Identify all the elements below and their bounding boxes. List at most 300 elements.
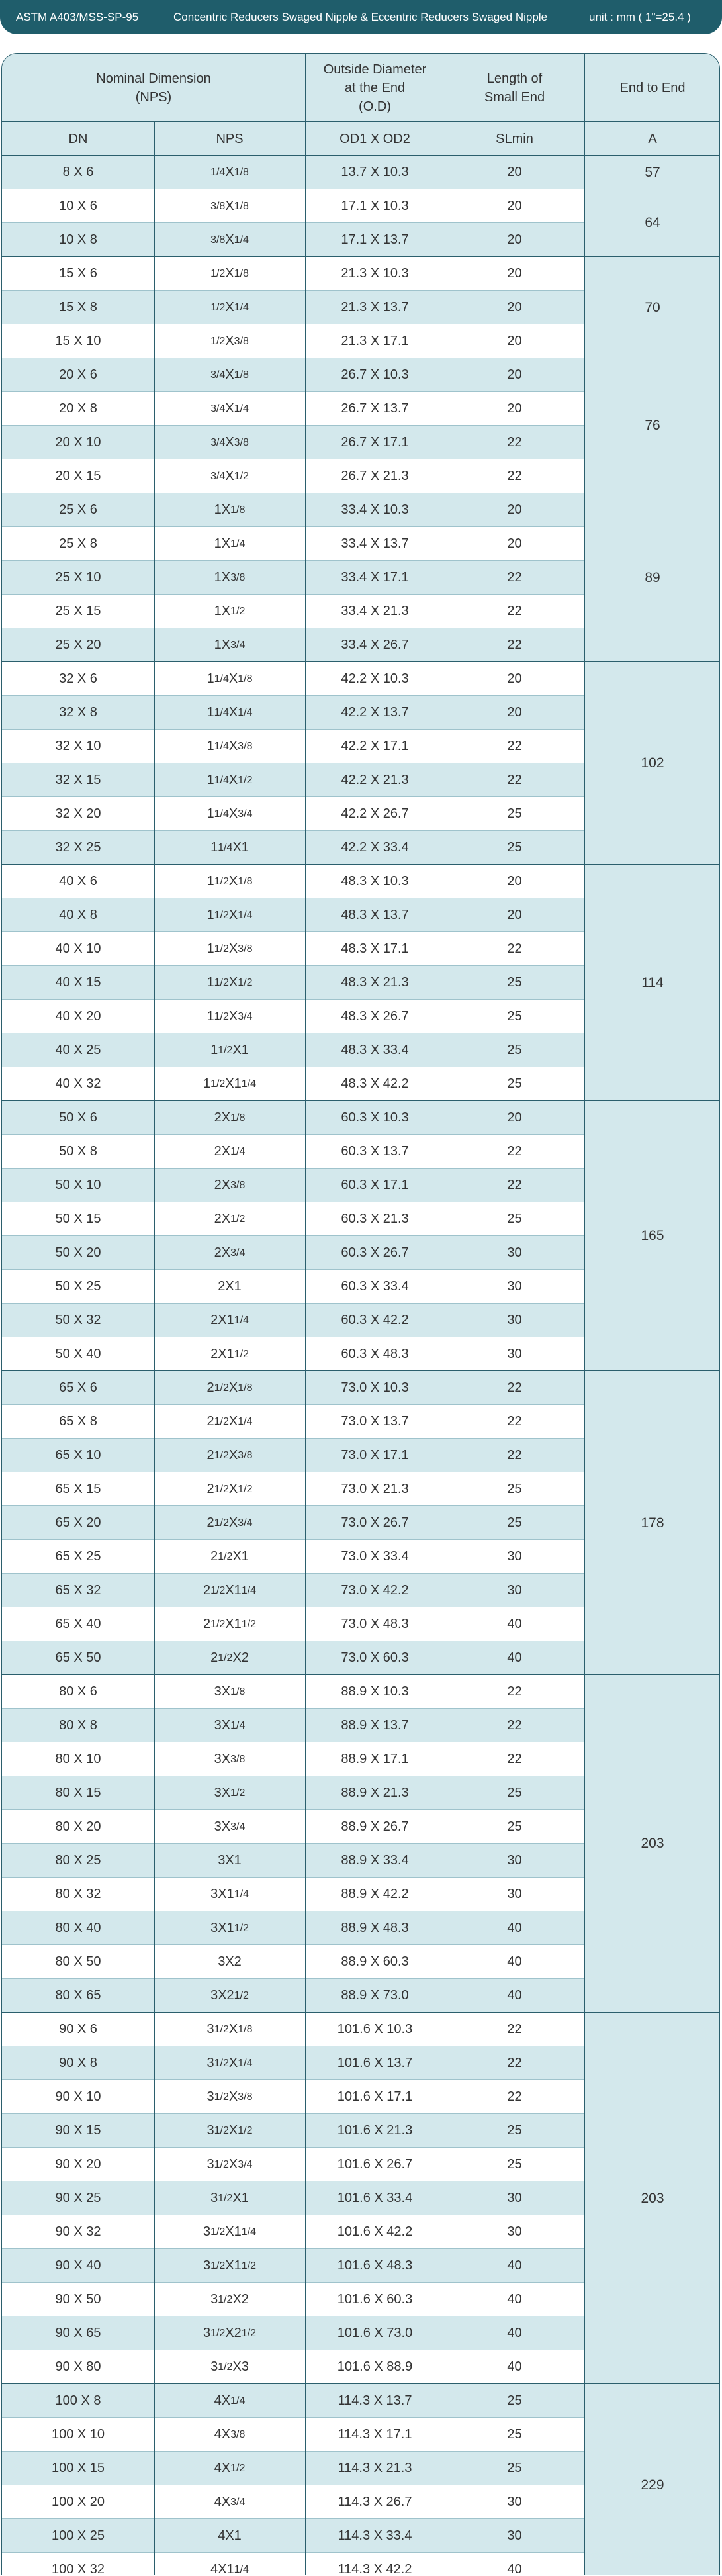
dn-cell: 20 X 8 (59, 401, 97, 416)
nps-cell: 3 1/2 X 1/2 (206, 2123, 253, 2138)
dn-cell: 90 X 6 (59, 2022, 97, 2036)
slmin-cell: 22 (507, 2022, 522, 2036)
slmin-cell: 30 (507, 2191, 522, 2205)
slmin-cell: 25 (507, 2427, 522, 2442)
nps-cell: 4 X 3/4 (214, 2495, 246, 2509)
nps-cell: 2 X 1 1/2 (210, 1347, 249, 1361)
slmin-cell: 20 (507, 367, 522, 382)
slmin-cell: 30 (507, 1853, 522, 1868)
dn-cell: 25 X 8 (59, 536, 97, 551)
dn-cell: 100 X 8 (55, 2393, 101, 2408)
dn-cell: 50 X 10 (55, 1178, 101, 1192)
nps-cell: 3/4 X 1/8 (210, 367, 249, 382)
dn-cell: 50 X 6 (59, 1110, 97, 1125)
od-cell: 88.9 X 48.3 (341, 1921, 409, 1935)
od-cell: 48.3 X 26.7 (341, 1009, 409, 1024)
nps-cell: 3 X 1/8 (214, 1684, 246, 1699)
column-divider (154, 156, 155, 2575)
dn-cell: 50 X 20 (55, 1245, 101, 1260)
slmin-cell: 22 (507, 1684, 522, 1699)
dn-cell: 20 X 15 (55, 469, 101, 483)
dn-cell: 32 X 10 (55, 739, 101, 753)
nps-cell: 3 1/2 X 1/4 (206, 2056, 253, 2070)
od-cell: 88.9 X 42.2 (341, 1887, 409, 1901)
od-cell: 48.3 X 33.4 (341, 1043, 409, 1057)
nps-cell: 2 1/2 X 1/4 (206, 1414, 253, 1429)
header-outside-diameter: Outside Diameter at the End (O.D) (323, 62, 427, 114)
nps-cell: 2 1/2 X 1 (210, 1549, 249, 1564)
slmin-cell: 20 (507, 705, 522, 720)
slmin-cell: 40 (507, 1650, 522, 1665)
dn-cell: 50 X 32 (55, 1313, 101, 1327)
od-cell: 33.4 X 10.3 (341, 502, 409, 517)
od-cell: 33.4 X 26.7 (341, 638, 409, 652)
dn-cell: 50 X 40 (55, 1347, 101, 1361)
standard-label: ASTM A403/MSS-SP-95 (16, 11, 139, 23)
dn-cell: 50 X 25 (55, 1279, 101, 1294)
od-cell: 101.6 X 60.3 (337, 2292, 413, 2307)
od-cell: 48.3 X 13.7 (341, 908, 409, 922)
slmin-cell: 25 (507, 1009, 522, 1024)
dn-cell: 90 X 25 (55, 2191, 101, 2205)
dn-cell: 80 X 50 (55, 1954, 101, 1969)
nps-cell: 1 1/4 X 3/4 (206, 806, 253, 821)
od-cell: 73.0 X 60.3 (341, 1650, 409, 1665)
nps-cell: 3 X 1/2 (214, 1786, 246, 1800)
dn-cell: 100 X 32 (51, 2562, 105, 2575)
nps-cell: 3 X 3/4 (214, 1819, 246, 1834)
end-to-end-cell: 178 (584, 1371, 720, 1675)
dn-cell: 40 X 6 (59, 874, 97, 888)
od-cell: 42.2 X 33.4 (341, 840, 409, 855)
od-cell: 101.6 X 13.7 (337, 2056, 413, 2070)
dn-cell: 40 X 8 (59, 908, 97, 922)
dn-cell: 65 X 6 (59, 1380, 97, 1395)
slmin-cell: 25 (507, 2157, 522, 2171)
od-cell: 73.0 X 21.3 (341, 1482, 409, 1496)
nps-cell: 2 1/2 X 1/2 (206, 1482, 253, 1496)
od-cell: 101.6 X 88.9 (337, 2360, 413, 2374)
od-cell: 60.3 X 26.7 (341, 1245, 409, 1260)
od-cell: 42.2 X 17.1 (341, 739, 409, 753)
slmin-cell: 22 (507, 941, 522, 956)
od-cell: 73.0 X 13.7 (341, 1414, 409, 1429)
nps-cell: 4 X 3/8 (214, 2427, 246, 2442)
nps-cell: 4 X 1 (218, 2528, 242, 2543)
od-cell: 48.3 X 42.2 (341, 1076, 409, 1091)
slmin-cell: 20 (507, 266, 522, 281)
slmin-cell: 25 (507, 806, 522, 821)
slmin-cell: 22 (507, 435, 522, 450)
od-cell: 101.6 X 21.3 (337, 2123, 413, 2138)
od-cell: 88.9 X 26.7 (341, 1819, 409, 1834)
end-to-end-cell: 89 (584, 493, 720, 662)
nps-cell: 3 X 3/8 (214, 1752, 246, 1766)
od-cell: 88.9 X 33.4 (341, 1853, 409, 1868)
od-cell: 114.3 X 33.4 (338, 2528, 412, 2543)
nps-cell: 1/2 X 1/4 (210, 300, 249, 314)
header-nominal-dimension: Nominal Dimension (NPS) (96, 71, 211, 105)
od-cell: 42.2 X 13.7 (341, 705, 409, 720)
od-cell: 42.2 X 21.3 (341, 773, 409, 787)
od-cell: 73.0 X 26.7 (341, 1515, 409, 1530)
nps-cell: 4 X 1/4 (214, 2393, 246, 2408)
dimension-table (1, 53, 720, 2575)
slmin-cell: 40 (507, 2562, 522, 2575)
dn-cell: 80 X 20 (55, 1819, 101, 1834)
end-to-end-cell: 203 (584, 1675, 720, 2013)
slmin-cell: 22 (507, 570, 522, 585)
slmin-cell: 22 (507, 1380, 522, 1395)
od-cell: 73.0 X 17.1 (341, 1448, 409, 1462)
nps-cell: 1 X 1/4 (214, 536, 246, 551)
slmin-cell: 20 (507, 165, 522, 179)
nps-cell: 2 1/2 X 3/4 (206, 1515, 253, 1530)
od-cell: 42.2 X 26.7 (341, 806, 409, 821)
dn-cell: 65 X 8 (59, 1414, 97, 1429)
slmin-cell: 25 (507, 1786, 522, 1800)
slmin-cell: 25 (507, 975, 522, 990)
od-cell: 33.4 X 17.1 (341, 570, 409, 585)
dn-cell: 20 X 6 (59, 367, 97, 382)
nps-cell: 1 X 3/8 (214, 570, 246, 585)
dn-cell: 65 X 10 (55, 1448, 101, 1462)
dn-cell: 100 X 20 (51, 2495, 105, 2509)
nps-cell: 2 1/2 X 1 1/4 (203, 1583, 257, 1598)
nps-cell: 1 X 1/2 (214, 604, 246, 618)
unit-label: unit : mm ( 1"=25.4 ) (589, 11, 691, 23)
nps-cell: 3/8 X 1/8 (210, 199, 249, 213)
dn-cell: 80 X 25 (55, 1853, 101, 1868)
od-cell: 26.7 X 17.1 (341, 435, 409, 450)
header-divider (2, 121, 720, 122)
dn-cell: 90 X 15 (55, 2123, 101, 2138)
header-vline (584, 54, 585, 156)
slmin-cell: 25 (507, 1076, 522, 1091)
dn-cell: 80 X 32 (55, 1887, 101, 1901)
dn-cell: 80 X 8 (59, 1718, 97, 1733)
od-cell: 88.9 X 17.1 (341, 1752, 409, 1766)
nps-cell: 1/2 X 3/8 (210, 334, 249, 348)
slmin-cell: 22 (507, 1178, 522, 1192)
nps-cell: 1/2 X 1/8 (210, 266, 249, 281)
dn-cell: 65 X 50 (55, 1650, 101, 1665)
dn-cell: 100 X 15 (51, 2461, 105, 2475)
nps-cell: 3/4 X 1/4 (210, 401, 249, 416)
dn-cell: 32 X 8 (59, 705, 97, 720)
end-to-end-cell: 229 (584, 2384, 720, 2575)
nps-cell: 4 X 1 1/4 (210, 2562, 249, 2575)
nps-cell: 1 1/4 X 3/8 (206, 739, 253, 753)
slmin-cell: 22 (507, 2089, 522, 2104)
nps-cell: 1 1/2 X 3/8 (206, 941, 253, 956)
od-cell: 101.6 X 10.3 (337, 2022, 413, 2036)
dn-cell: 10 X 6 (59, 199, 97, 213)
od-cell: 88.9 X 13.7 (341, 1718, 409, 1733)
dn-cell: 65 X 20 (55, 1515, 101, 1530)
dn-cell: 80 X 15 (55, 1786, 101, 1800)
dn-cell: 80 X 65 (55, 1988, 101, 2003)
nps-cell: 3 1/2 X 1 1/2 (203, 2258, 257, 2273)
nps-cell: 2 1/2 X 1 1/2 (203, 1617, 257, 1631)
dn-cell: 32 X 15 (55, 773, 101, 787)
slmin-cell: 25 (507, 1819, 522, 1834)
od-cell: 88.9 X 73.0 (341, 1988, 409, 2003)
slmin-cell: 22 (507, 469, 522, 483)
dn-cell: 90 X 32 (55, 2224, 101, 2239)
od-cell: 26.7 X 13.7 (341, 401, 409, 416)
nps-cell: 3 X 1/4 (214, 1718, 246, 1733)
nps-cell: 3 1/2 X 1/8 (206, 2022, 253, 2036)
nps-cell: 2 1/2 X 2 (210, 1650, 249, 1665)
dn-cell: 90 X 50 (55, 2292, 101, 2307)
od-cell: 88.9 X 21.3 (341, 1786, 409, 1800)
od-cell: 60.3 X 42.2 (341, 1313, 409, 1327)
dn-cell: 40 X 20 (55, 1009, 101, 1024)
nps-cell: 1/4 X 1/8 (210, 165, 249, 179)
nps-cell: 3/4 X 3/8 (210, 435, 249, 450)
slmin-cell: 22 (507, 1144, 522, 1159)
header-dn: DN (68, 131, 88, 146)
nps-cell: 1 X 3/4 (214, 638, 246, 652)
od-cell: 101.6 X 26.7 (337, 2157, 413, 2171)
od-cell: 48.3 X 21.3 (341, 975, 409, 990)
nps-cell: 1 1/2 X 3/4 (206, 1009, 253, 1024)
slmin-cell: 25 (507, 1515, 522, 1530)
slmin-cell: 20 (507, 1110, 522, 1125)
slmin-cell: 40 (507, 1617, 522, 1631)
dn-cell: 40 X 15 (55, 975, 101, 990)
dn-cell: 80 X 40 (55, 1921, 101, 1935)
header-nps: NPS (216, 131, 244, 146)
dn-cell: 20 X 10 (55, 435, 101, 450)
nps-cell: 3 X 1 1/4 (210, 1887, 249, 1901)
nps-cell: 2 1/2 X 3/8 (206, 1448, 253, 1462)
nps-cell: 3 1/2 X 3/4 (206, 2157, 253, 2171)
slmin-cell: 22 (507, 2056, 522, 2070)
nps-cell: 1 1/2 X 1/8 (206, 874, 253, 888)
end-to-end-cell: 57 (584, 156, 720, 189)
od-cell: 33.4 X 13.7 (341, 536, 409, 551)
slmin-cell: 40 (507, 1954, 522, 1969)
dn-cell: 65 X 40 (55, 1617, 101, 1631)
nps-cell: 2 X 1/4 (214, 1144, 246, 1159)
nps-cell: 3 1/2 X 1 (210, 2191, 249, 2205)
od-cell: 60.3 X 21.3 (341, 1212, 409, 1226)
dn-cell: 15 X 10 (55, 334, 101, 348)
slmin-cell: 25 (507, 1482, 522, 1496)
od-cell: 114.3 X 17.1 (338, 2427, 412, 2442)
slmin-cell: 25 (507, 2123, 522, 2138)
end-to-end-cell: 76 (584, 358, 720, 493)
nps-cell: 1 1/2 X 1/2 (206, 975, 253, 990)
od-cell: 48.3 X 10.3 (341, 874, 409, 888)
dn-cell: 25 X 6 (59, 502, 97, 517)
slmin-cell: 20 (507, 334, 522, 348)
od-cell: 114.3 X 13.7 (338, 2393, 412, 2408)
dn-cell: 65 X 32 (55, 1583, 101, 1598)
od-cell: 88.9 X 60.3 (341, 1954, 409, 1969)
dn-cell: 90 X 10 (55, 2089, 101, 2104)
slmin-cell: 25 (507, 840, 522, 855)
dn-cell: 40 X 32 (55, 1076, 101, 1091)
slmin-cell: 25 (507, 1043, 522, 1057)
nps-cell: 2 1/2 X 1/8 (206, 1380, 253, 1395)
nps-cell: 3/8 X 1/4 (210, 232, 249, 247)
od-cell: 60.3 X 17.1 (341, 1178, 409, 1192)
od-cell: 114.3 X 21.3 (338, 2461, 412, 2475)
nps-cell: 1 1/4 X 1/4 (206, 705, 253, 720)
slmin-cell: 40 (507, 2360, 522, 2374)
slmin-cell: 40 (507, 2326, 522, 2340)
header-vline (154, 122, 155, 156)
slmin-cell: 30 (507, 2495, 522, 2509)
od-cell: 60.3 X 33.4 (341, 1279, 409, 1294)
banner-title: Concentric Reducers Swaged Nipple & Eccentric Reducers Swaged Nipple (173, 11, 548, 23)
nps-cell: 3 1/2 X 3/8 (206, 2089, 253, 2104)
slmin-cell: 22 (507, 1718, 522, 1733)
slmin-cell: 40 (507, 2292, 522, 2307)
dn-cell: 90 X 8 (59, 2056, 97, 2070)
nps-cell: 3/4 X 1/2 (210, 469, 249, 483)
header-od1-od2: OD1 X OD2 (339, 131, 410, 146)
end-to-end-cell: 114 (584, 865, 720, 1101)
slmin-cell: 22 (507, 1752, 522, 1766)
nps-cell: 3 X 1 1/2 (210, 1921, 249, 1935)
slmin-cell: 20 (507, 300, 522, 314)
dn-cell: 65 X 25 (55, 1549, 101, 1564)
nps-cell: 3 1/2 X 2 (210, 2292, 249, 2307)
dn-cell: 15 X 6 (59, 266, 97, 281)
slmin-cell: 40 (507, 1921, 522, 1935)
nps-cell: 3 X 2 1/2 (210, 1988, 249, 2003)
header-slmin: SLmin (496, 131, 533, 146)
od-cell: 17.1 X 13.7 (341, 232, 409, 247)
od-cell: 26.7 X 10.3 (341, 367, 409, 382)
dn-cell: 80 X 10 (55, 1752, 101, 1766)
dn-cell: 15 X 8 (59, 300, 97, 314)
dn-cell: 50 X 15 (55, 1212, 101, 1226)
od-cell: 21.3 X 13.7 (341, 300, 409, 314)
dn-cell: 40 X 10 (55, 941, 101, 956)
nps-cell: 2 X 3/8 (214, 1178, 246, 1192)
nps-cell: 1 1/2 X 1/4 (206, 908, 253, 922)
dn-cell: 25 X 10 (55, 570, 101, 585)
nps-cell: 2 X 1/2 (214, 1212, 246, 1226)
od-cell: 101.6 X 42.2 (337, 2224, 413, 2239)
od-cell: 42.2 X 10.3 (341, 671, 409, 686)
slmin-cell: 40 (507, 2258, 522, 2273)
title-banner (0, 0, 722, 34)
dn-cell: 32 X 6 (59, 671, 97, 686)
od-cell: 73.0 X 10.3 (341, 1380, 409, 1395)
dn-cell: 90 X 20 (55, 2157, 101, 2171)
slmin-cell: 30 (507, 2528, 522, 2543)
header-a: A (648, 131, 657, 146)
slmin-cell: 25 (507, 2393, 522, 2408)
dn-cell: 90 X 80 (55, 2360, 101, 2374)
od-cell: 101.6 X 48.3 (337, 2258, 413, 2273)
od-cell: 73.0 X 33.4 (341, 1549, 409, 1564)
od-cell: 33.4 X 21.3 (341, 604, 409, 618)
slmin-cell: 20 (507, 908, 522, 922)
dn-cell: 90 X 40 (55, 2258, 101, 2273)
nps-cell: 1 1/4 X 1/2 (206, 773, 253, 787)
dn-cell: 90 X 65 (55, 2326, 101, 2340)
dn-cell: 50 X 8 (59, 1144, 97, 1159)
od-cell: 60.3 X 10.3 (341, 1110, 409, 1125)
dn-cell: 100 X 10 (51, 2427, 105, 2442)
slmin-cell: 30 (507, 1245, 522, 1260)
od-cell: 101.6 X 73.0 (337, 2326, 413, 2340)
slmin-cell: 25 (507, 2461, 522, 2475)
od-cell: 17.1 X 10.3 (341, 199, 409, 213)
dn-cell: 10 X 8 (59, 232, 97, 247)
slmin-cell: 30 (507, 1347, 522, 1361)
slmin-cell: 30 (507, 1887, 522, 1901)
slmin-cell: 22 (507, 1448, 522, 1462)
nps-cell: 1 1/4 X 1/8 (206, 671, 253, 686)
header-end-to-end: End to End (619, 80, 686, 95)
column-divider (584, 156, 585, 2575)
slmin-cell: 22 (507, 1414, 522, 1429)
slmin-cell: 20 (507, 401, 522, 416)
od-cell: 60.3 X 13.7 (341, 1144, 409, 1159)
end-to-end-cell: 165 (584, 1101, 720, 1371)
nps-cell: 1 1/2 X 1 1/4 (203, 1076, 257, 1091)
od-cell: 48.3 X 17.1 (341, 941, 409, 956)
nps-cell: 1 1/4 X 1 (210, 840, 249, 855)
slmin-cell: 20 (507, 199, 522, 213)
od-cell: 73.0 X 48.3 (341, 1617, 409, 1631)
od-cell: 88.9 X 10.3 (341, 1684, 409, 1699)
end-to-end-cell: 70 (584, 257, 720, 358)
nps-cell: 1 X 1/8 (214, 502, 246, 517)
dn-cell: 25 X 20 (55, 638, 101, 652)
dn-cell: 25 X 15 (55, 604, 101, 618)
dn-cell: 8 X 6 (62, 165, 94, 179)
nps-cell: 4 X 1/2 (214, 2461, 246, 2475)
od-cell: 60.3 X 48.3 (341, 1347, 409, 1361)
slmin-cell: 25 (507, 1212, 522, 1226)
header-vline (305, 54, 306, 156)
od-cell: 21.3 X 10.3 (341, 266, 409, 281)
slmin-cell: 22 (507, 604, 522, 618)
nps-cell: 3 X 1 (218, 1853, 242, 1868)
nps-cell: 2 X 1 (218, 1279, 242, 1294)
slmin-cell: 22 (507, 638, 522, 652)
od-cell: 13.7 X 10.3 (341, 165, 409, 179)
header-length-small-end: Length of Small End (484, 71, 545, 105)
slmin-cell: 20 (507, 671, 522, 686)
dn-cell: 40 X 25 (55, 1043, 101, 1057)
od-cell: 101.6 X 17.1 (337, 2089, 413, 2104)
od-cell: 73.0 X 42.2 (341, 1583, 409, 1598)
nps-cell: 2 X 1 1/4 (210, 1313, 249, 1327)
nps-cell: 2 X 1/8 (214, 1110, 246, 1125)
od-cell: 21.3 X 17.1 (341, 334, 409, 348)
slmin-cell: 30 (507, 1313, 522, 1327)
slmin-cell: 30 (507, 1279, 522, 1294)
od-cell: 26.7 X 21.3 (341, 469, 409, 483)
nps-cell: 3 1/2 X 2 1/2 (203, 2326, 257, 2340)
dn-cell: 65 X 15 (55, 1482, 101, 1496)
nps-cell: 2 X 3/4 (214, 1245, 246, 1260)
nps-cell: 3 1/2 X 3 (210, 2360, 249, 2374)
od-cell: 114.3 X 42.2 (338, 2562, 412, 2575)
end-to-end-cell: 64 (584, 189, 720, 257)
dn-cell: 100 X 25 (51, 2528, 105, 2543)
